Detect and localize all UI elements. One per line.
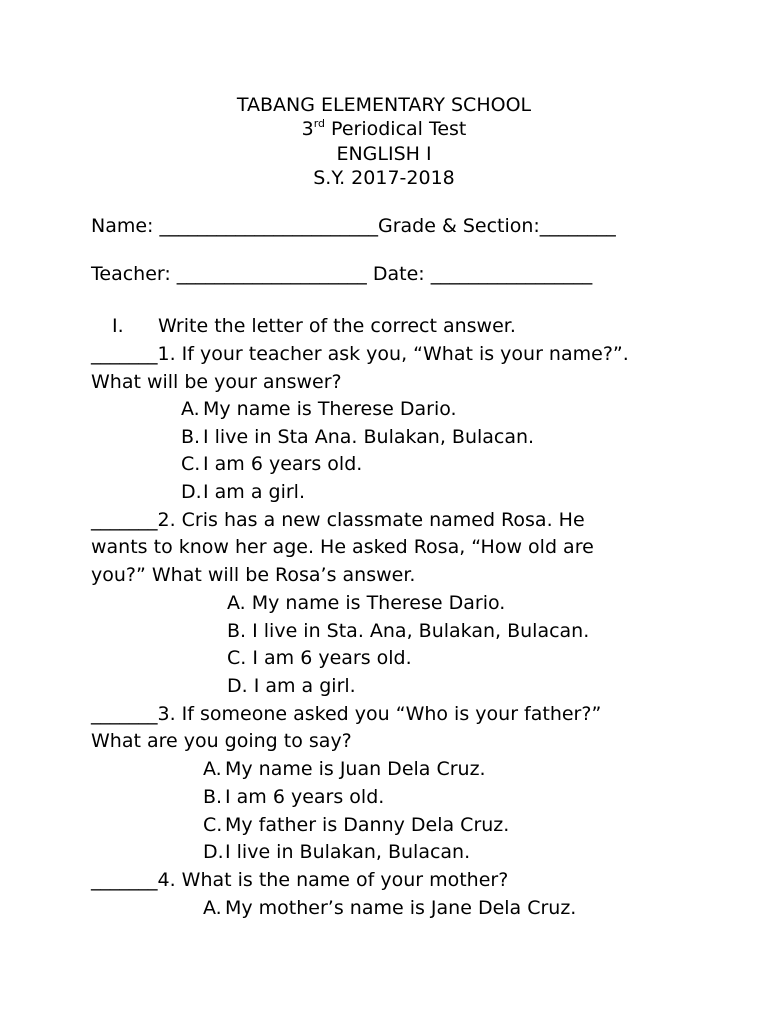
question-1-line-2: What will be your answer?	[91, 371, 342, 393]
q3-option-a: A. My name is Juan Dela Cruz.	[203, 758, 486, 780]
q4-option-a: A. My mother’s name is Jane Dela Cruz.	[203, 897, 577, 919]
test-name: Periodical Test	[325, 118, 467, 140]
question-3-line-1[interactable]: _______3. If someone asked you “Who is your father?”	[91, 703, 602, 725]
section-instruction: Write the letter of the correct answer.	[158, 315, 516, 337]
school-name: TABANG ELEMENTARY SCHOOL	[236, 94, 532, 116]
test-ordinal: rd	[313, 117, 325, 130]
question-1-line-1[interactable]: _______1. If your teacher ask you, “What is your name?”.	[91, 343, 629, 365]
question-3-line-2: What are you going to say?	[91, 730, 352, 752]
test-title	[0, 117, 768, 141]
q3-option-c: C. My father is Danny Dela Cruz.	[203, 814, 510, 836]
question-2-line-2: wants to know her age. He asked Rosa, “How old are	[91, 536, 594, 558]
question-2-line-3: you?” What will be Rosa’s answer.	[91, 564, 416, 586]
q2-option-d: D. I am a girl.	[227, 675, 356, 697]
q1-option-a: A. My name is Therese Dario.	[181, 398, 457, 420]
question-4-line-1[interactable]: _______4. What is the name of your mother?	[91, 869, 509, 891]
q2-option-a: A. My name is Therese Dario.	[227, 592, 506, 614]
school-year: S.Y. 2017-2018	[313, 167, 455, 189]
name-grade-field[interactable]: Name: _______________________Grade & Section:________	[91, 215, 616, 237]
q1-option-c: C. I am 6 years old.	[181, 453, 363, 475]
q3-option-d: D.I live in Bulakan, Bulacan.	[203, 841, 471, 863]
q1-option-d: D.I am a girl.	[181, 481, 305, 503]
test-number: 3	[301, 118, 314, 140]
q2-option-b: B. I live in Sta. Ana, Bulakan, Bulacan.	[227, 620, 590, 642]
q3-option-b: B. I am 6 years old.	[203, 786, 385, 808]
subject-title: ENGLISH I	[336, 143, 432, 165]
q1-option-b: B. I live in Sta Ana. Bulakan, Bulacan.	[181, 426, 535, 448]
section-numeral: I.	[112, 315, 124, 337]
q2-option-c: C. I am 6 years old.	[227, 647, 412, 669]
teacher-date-field[interactable]: Teacher: ____________________ Date: _________________	[91, 263, 593, 285]
question-2-line-1[interactable]: _______2. Cris has a new classmate named Rosa. He	[91, 509, 585, 531]
